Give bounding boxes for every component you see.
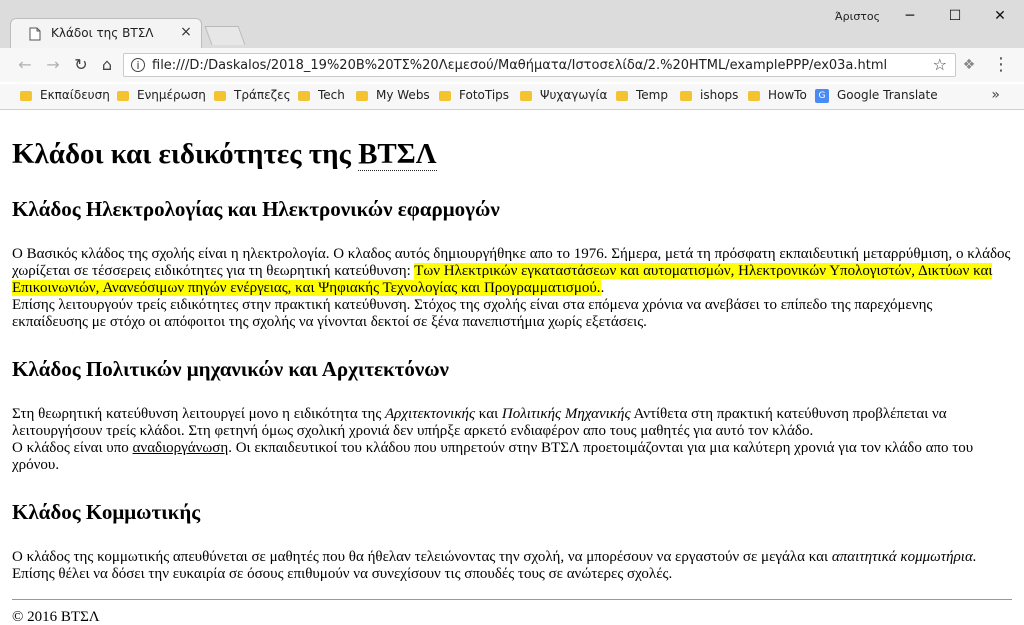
- document-icon: [29, 27, 41, 41]
- tab-title: Κλάδοι της ΒΤΣΛ: [51, 26, 154, 40]
- folder-icon: [298, 91, 310, 101]
- back-button[interactable]: ←: [18, 55, 32, 74]
- folder-icon: [20, 91, 32, 101]
- bookmark-folder[interactable]: Ενημέρωση: [117, 88, 206, 102]
- section-text-hairdressing: Ο κλάδος της κομμωτικής απευθύνεται σε μαθητές που θα ήθελαν τελειώνοντας την σχολή, να μπορέσουν να εργαστούν σε μεγάλα και απαιτητικά κομμωτήρια. Επίσης θέλει να δόσει την ευκαιρία σε όσους επιθυμούν να συνεχίσουν τις σπουδές τους σε ανώτερες σχολές.: [12, 549, 977, 582]
- bookmarks-bar: [0, 84, 1024, 110]
- folder-icon: [214, 91, 226, 101]
- bookmark-folder[interactable]: HowTo: [748, 88, 807, 102]
- divider: [12, 599, 1012, 600]
- section-text-electrical: Ο Βασικός κλάδος της σχολής είναι η ηλεκτρολογία. Ο κλαδος αυτός δημιουργήθηκε απο το 1976. Σήμερα, μετά τη πρόσφατη εκπαιδευτική μεταρρύθμιση, ο κλάδος χωρίζεται σε τέσσερεις ειδικότητες για τη θεωρητική κατεύθυνση: Των Ηλεκτρικών εγκαταστάσεων και αυτοματισμών, Ηλεκτρονικών Υπολογιστών, Δικτύων και Επικοινωνιών, Ανανεόσιμων πηγών ενέργειας, και Ψηφιακής Τεχνολογίας και Προγραμματισμού.. Επίσης λειτουργούν τρείς ειδικότητες στην πρακτική κατεύθυνση. Στόχος της σχολής είναι στα επόμενα χρόνια να ανεβάσει το επίπεδο της παρεχόμενης εκπαίδευσης με στόχο οι απόφοιτοι της σχολής να γίνονται δεκτοί σε ξένα πανεπιστήμια χωρίς εξετάσεις.: [12, 246, 1011, 330]
- reload-button[interactable]: ↻: [74, 55, 88, 74]
- section-heading-civil: Κλάδος Πολιτικών μηχανικών και Αρχιτεκτόνων: [12, 357, 449, 381]
- highlighted-specialties: Των Ηλεκτρικών εγκαταστάσεων και αυτοματισμών, Ηλεκτρονικών Υπολογιστών, Δικτύων και Επικοινωνιών, Ανανεόσιμων πηγών ενέργειας, και Ψηφιακής Τεχνολογίας και Προγραμματισμού.: [12, 263, 993, 296]
- bookmark-star-icon[interactable]: ☆: [932, 55, 947, 74]
- folder-icon: [356, 91, 368, 101]
- google-translate-icon: G: [815, 89, 829, 103]
- bookmark-folder[interactable]: Εκπαίδευση: [20, 88, 110, 102]
- toolbar: [0, 48, 1024, 82]
- tab-active[interactable]: [10, 18, 202, 48]
- folder-icon: [748, 91, 760, 101]
- extension-icon[interactable]: ❖: [962, 57, 976, 73]
- maximize-button[interactable]: ☐: [948, 8, 962, 24]
- menu-icon[interactable]: ⋮: [992, 54, 1010, 75]
- folder-icon: [520, 91, 532, 101]
- tab-close-icon[interactable]: ×: [180, 24, 192, 40]
- minimize-button[interactable]: ─: [905, 8, 915, 24]
- new-tab-button[interactable]: [205, 26, 246, 45]
- bookmark-folder[interactable]: Τράπεζες: [214, 88, 291, 102]
- section-text-civil: Στη θεωρητική κατεύθυνση λειτουργεί μονο η ειδικότητα της Αρχιτεκτονικής και Πολιτικής Μηχανικής Αντίθετα στη πρακτική κατεύθυνση προβλέπεται να λειτουργήσουν τρείς κλάδοι. Στη φετηνή όμως σχολική χρονιά δεν υπήρξε αρκετό ενδιαφέρον απο τους μαθητές για αυτό τον κλάδο. Ο κλάδος είναι υπο αναδιοργάνωση. Οι εκπαιδευτικοί του κλάδου που υπηρετούν στην ΒΤΣΛ προετοιμάζονται για μια καλύτερη χρονιά για τον κλάδο απο του χρόνου.: [12, 406, 974, 473]
- page-title: Κλάδοι και ειδικότητες της ΒΤΣΛ: [12, 138, 437, 170]
- profile-name[interactable]: Άριστος: [835, 10, 881, 23]
- close-window-button[interactable]: ✕: [994, 8, 1006, 24]
- folder-icon: [439, 91, 451, 101]
- underlined-term: αναδιοργάνωση: [132, 440, 229, 456]
- address-bar[interactable]: [123, 53, 956, 77]
- bookmark-folder[interactable]: FotoTips: [439, 88, 509, 102]
- info-icon[interactable]: i: [131, 58, 145, 72]
- title-abbreviation: ΒΤΣΛ: [358, 138, 437, 170]
- browser-chrome: [0, 0, 1024, 49]
- bookmark-folder[interactable]: Tech: [298, 88, 345, 102]
- section-heading-hairdressing: Κλάδος Κομμωτικής: [12, 500, 201, 524]
- bookmark-google-translate[interactable]: G Google Translate: [815, 88, 938, 103]
- section-heading-electrical: Κλάδος Ηλεκτρολογίας και Ηλεκτρονικών εφαρμογών: [12, 197, 500, 221]
- url-text[interactable]: file:///D:/Daskalos/2018_19%20B%20ΤΣ%20Λεμεσού/Μαθήματα/Ιστοσελίδα/2.%20HTML/examplePPP/ex03a.html: [152, 58, 888, 73]
- forward-button[interactable]: →: [46, 55, 60, 74]
- folder-icon: [117, 91, 129, 101]
- bookmark-folder[interactable]: My Webs: [356, 88, 430, 102]
- bookmark-folder[interactable]: ishops: [680, 88, 738, 102]
- folder-icon: [616, 91, 628, 101]
- page-content: [0, 110, 1024, 625]
- footer: © 2016 ΒΤΣΛ: [12, 609, 100, 625]
- bookmark-folder[interactable]: Temp: [616, 88, 668, 102]
- bookmarks-overflow-button[interactable]: »: [991, 87, 1000, 103]
- bookmark-folder[interactable]: Ψυχαγωγία: [520, 88, 607, 102]
- tab-strip: [0, 0, 1024, 48]
- home-button[interactable]: ⌂: [101, 55, 113, 74]
- folder-icon: [680, 91, 692, 101]
